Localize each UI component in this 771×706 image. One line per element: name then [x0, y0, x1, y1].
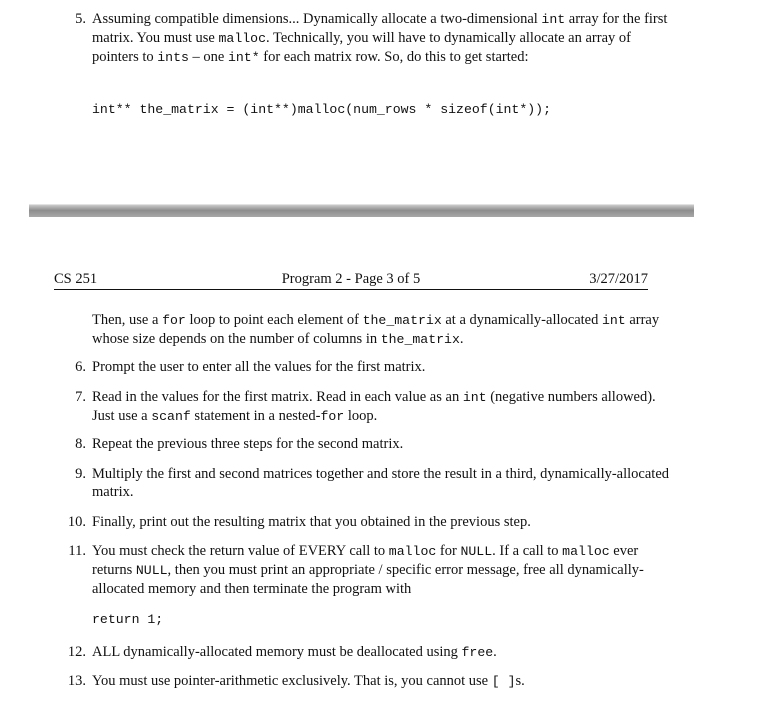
- item-text: Prompt the user to enter all the values for the first matrix.: [92, 359, 426, 375]
- item-text: Repeat the previous three steps for the second matrix.: [92, 436, 404, 452]
- text-fragment: .: [493, 644, 497, 660]
- code-block-return: return 1;: [92, 612, 164, 627]
- inline-code: ints: [157, 50, 189, 65]
- inline-code: malloc: [562, 544, 610, 559]
- item-number: 9.: [75, 466, 86, 482]
- inline-code: for: [320, 409, 345, 424]
- item-text: [92, 10, 670, 67]
- text-fragment: for: [436, 543, 461, 559]
- text-fragment: for each matrix row. So, do this to get started:: [259, 49, 529, 65]
- inline-code: int: [601, 313, 626, 328]
- page-divider: [29, 204, 694, 217]
- item-text: [92, 672, 670, 691]
- text-fragment: . Technically, you will have to dynamically allocate an array of pointers to: [92, 30, 631, 65]
- inline-code: for: [162, 313, 186, 328]
- page-header: [54, 268, 648, 290]
- text-fragment: .: [459, 331, 464, 347]
- text-fragment: s.: [515, 673, 525, 689]
- item-text: [92, 643, 670, 662]
- item-text: Multiply the first and second matrices together and store the result in a third, dynamically-allocated matrix.: [92, 466, 670, 500]
- inline-code: int: [541, 12, 566, 27]
- text-fragment: – one: [188, 49, 228, 65]
- page-label: Program 2 - Page 3 of 5: [281, 271, 421, 287]
- inline-code: int*: [227, 50, 260, 65]
- inline-code: free: [461, 645, 494, 660]
- item-number: 13.: [67, 673, 86, 689]
- text-fragment: Then, use a: [92, 312, 163, 328]
- text-fragment: array whose size depends on the number of columns in: [92, 312, 660, 347]
- item-number: 8.: [75, 436, 86, 452]
- text-fragment: loop.: [344, 408, 378, 424]
- item-number: 10.: [67, 514, 86, 530]
- date-label: 3/27/2017: [589, 271, 648, 287]
- code-block-malloc: int** the_matrix = (int**)malloc(num_rows * sizeof(int*));: [92, 102, 551, 117]
- item-text: Finally, print out the resulting matrix that you obtained in the previous step.: [92, 514, 531, 530]
- inline-code: scanf: [151, 409, 191, 424]
- header-rule: [54, 289, 648, 290]
- inline-code: int: [462, 390, 487, 405]
- text-fragment: ALL dynamically-allocated memory must be deallocated using: [92, 644, 462, 660]
- inline-code: malloc: [388, 544, 437, 559]
- text-fragment: array for the first matrix. You must use: [92, 11, 668, 46]
- inline-code: NULL: [135, 563, 168, 578]
- inline-code: the_matrix: [380, 332, 460, 347]
- inline-code: malloc: [218, 31, 266, 46]
- item-number: 5.: [75, 11, 86, 27]
- text-fragment: statement in a nested-: [190, 408, 321, 424]
- text-fragment: Assuming compatible dimensions... Dynamically allocate a two-dimensional: [92, 11, 542, 27]
- course-label: CS 251: [54, 271, 98, 287]
- item-text: [92, 388, 670, 426]
- item-number: 7.: [75, 389, 86, 405]
- item-text: [92, 542, 670, 598]
- item-number: 11.: [68, 543, 86, 559]
- text-fragment: , then you must print an appropriate / specific error message, free all dynamically-allocated memory and then terminate the program with: [92, 562, 644, 597]
- item-number: 6.: [75, 359, 86, 375]
- item-text: [92, 311, 670, 349]
- text-fragment: Read in the values for the first matrix. Read in each value as an: [92, 389, 463, 405]
- text-fragment: ever returns: [92, 543, 639, 578]
- text-fragment: (negative numbers allowed). Just use a: [92, 389, 656, 424]
- item-number: 12.: [67, 644, 86, 660]
- text-fragment: You must check the return value of EVERY call to: [92, 543, 389, 559]
- inline-code: the_matrix: [362, 313, 442, 328]
- text-fragment: You must use pointer-arithmetic exclusively. That is, you cannot use: [92, 673, 492, 689]
- text-fragment: at a dynamically-allocated: [441, 312, 602, 328]
- text-fragment: . If a call to: [492, 543, 563, 559]
- text-fragment: loop to point each element of: [185, 312, 363, 328]
- inline-code: NULL: [460, 544, 493, 559]
- inline-code: [ ]: [491, 674, 516, 689]
